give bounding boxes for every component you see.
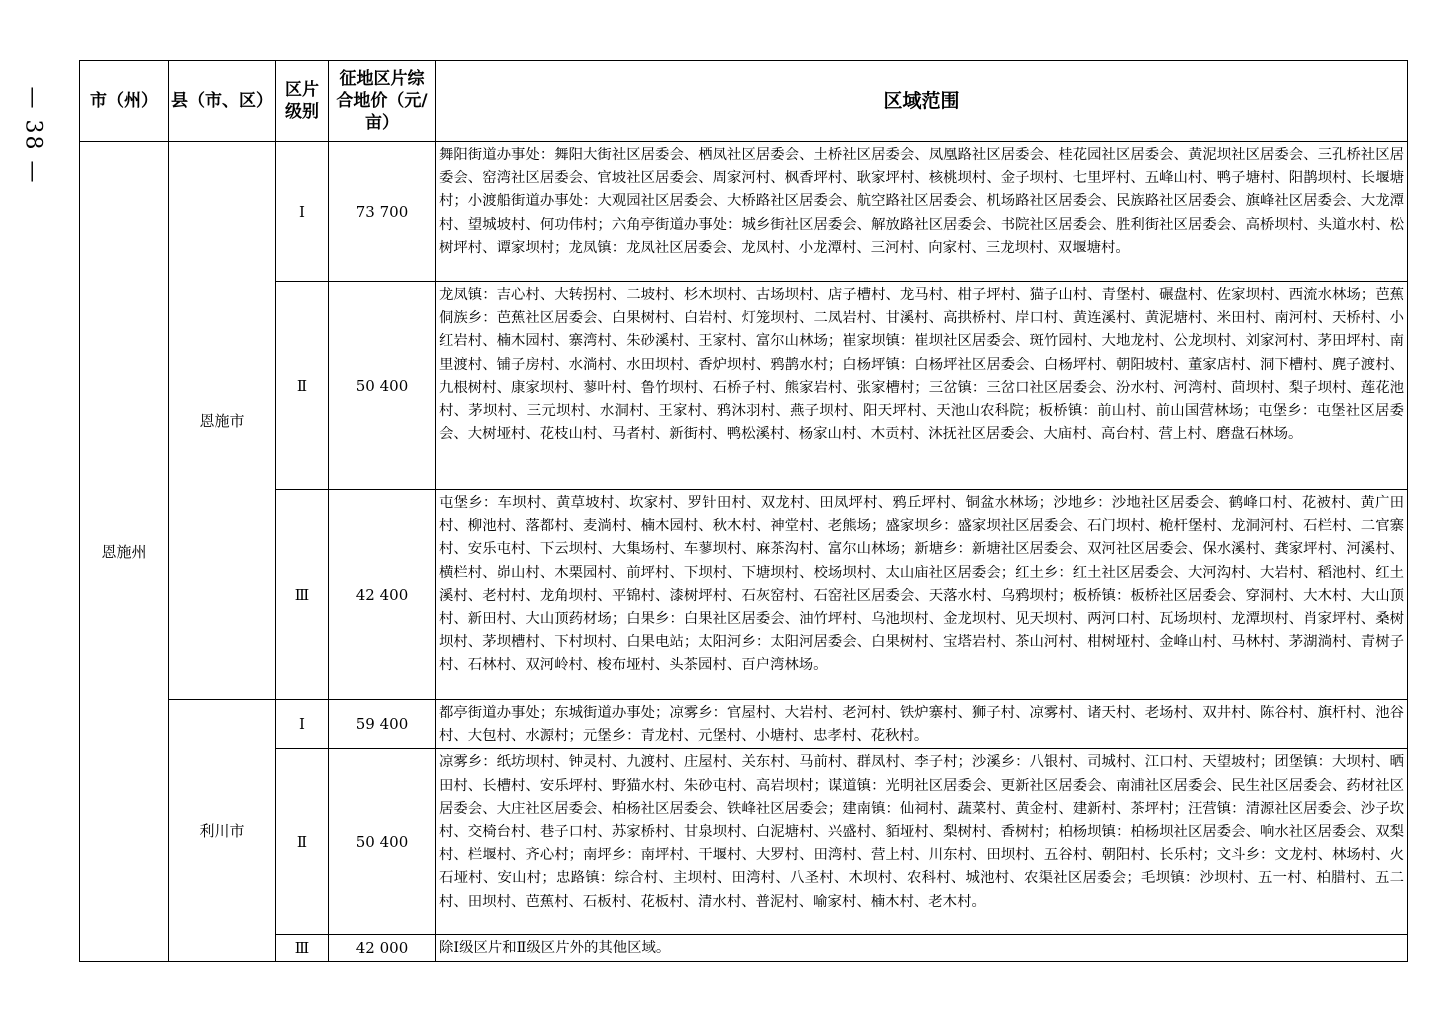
price-cell: 50 400 (329, 749, 436, 935)
land-price-table (79, 60, 1408, 962)
table-row (80, 142, 1408, 282)
scope-cell: 屯堡乡：车坝村、黄草坡村、坎家村、罗针田村、双龙村、田凤坪村、鸦丘坪村、铜盆水林场；沙地乡：沙地社区居委会、鹤峰口村、花被村、黄广田村、柳池村、落都村、麦淌村、楠木园村、秋木村、神堂村、老熊场；盛家坝乡：盛家坝社区居委会、石门坝村、桅杆堡村、龙洞河村、石栏村、二官寨村、安乐屯村、下云坝村、大集场村、车蓼坝村、麻茶沟村、富尔山林场；新塘乡：新塘社区居委会、双河社区居委会、保水溪村、龚家坪村、河溪村、横栏村、峁山村、木栗园村、前坪村、下坝村、下塘坝村、校场坝村、太山庙社区居委会；红土乡：红土社区居委会、大河沟村、大岩村、稻池村、红土溪村、老村村、龙角坝村、平锦村、漆树坪村、石灰窑村、石窑社区居委会、天落水村、乌鸦坝村；板桥镇：板桥社区居委会、穿洞村、大木村、大山顶村、新田村、大山顶药材场；白果乡：白果社区居委会、油竹坪村、乌池坝村、金龙坝村、见天坝村、两河口村、瓦场坝村、龙潭坝村、肖家坪村、桑树坝村、茅坝槽村、下村坝村、白果电站；太阳河乡：太阳河居委会、白果树村、宝塔岩村、茶山河村、柑树垭村、金峰山村、马林村、茅湖淌村、青树子村、石林村、双河岭村、梭布垭村、头茶园村、百户湾林场。 (436, 490, 1408, 700)
page-number-text: — 38 — (20, 86, 46, 184)
city-cell: 恩施州 (80, 142, 169, 962)
price-cell: 42 000 (329, 935, 436, 961)
scope-cell: 舞阳街道办事处：舞阳大街社区居委会、栖凤社区居委会、土桥社区居委会、凤凰路社区居委会、桂花园社区居委会、黄泥坝社区居委会、三孔桥社区居委会、窑湾社区居委会、官坡社区居委会、周家河村、枫香坪村、耿家坪村、核桃坝村、金子坝村、七里坪村、五峰山村、鸭子塘村、阳鹊坝村、长堰塘村；小渡船街道办事处：大观园社区居委会、大桥路社区居委会、航空路社区居委会、机场路社区居委会、民族路社区居委会、旗峰社区居委会、大龙潭村、望城坡村、何功伟村；六角亭街道办事处：城乡街社区居委会、解放路社区居委会、书院社区居委会、胜利街社区居委会、高桥坝村、头道水村、松树坪村、谭家坝村；龙凤镇：龙凤社区居委会、龙凤村、小龙潭村、三河村、向家村、三龙坝村、双堰塘村。 (436, 142, 1408, 282)
table-row (80, 935, 1408, 961)
scope-cell: 龙凤镇：吉心村、大转拐村、二坡村、杉木坝村、古场坝村、店子槽村、龙马村、柑子坪村、猫子山村、青堡村、碾盘村、佐家坝村、西流水林场；芭蕉侗族乡：芭蕉社区居委会、白果树村、白岩村、灯笼坝村、二凤岩村、甘溪村、高拱桥村、岸口村、黄连溪村、黄泥塘村、米田村、南河村、天桥村、小红岩村、楠木园村、寨湾村、朱砂溪村、王家村、富尔山林场；崔家坝镇：崔坝社区居委会、斑竹园村、大地龙村、公龙坝村、刘家河村、茅田坪村、南里渡村、铺子房村、水淌村、水田坝村、香炉坝村、鸦鹊水村；白杨坪镇：白杨坪社区居委会、白杨坪村、朝阳坡村、董家店村、洞下槽村、麂子渡村、九根树村、康家坝村、蓼叶村、鲁竹坝村、石桥子村、熊家岩村、张家槽村；三岔镇：三岔口社区居委会、汾水村、河湾村、茴坝村、梨子坝村、莲花池村、茅坝村、三元坝村、水洞村、王家村、鸦沐羽村、燕子坝村、阳天坪村、天池山农科院；板桥镇：前山村、前山国营林场；屯堡乡：屯堡社区居委会、大树垭村、花枝山村、马者村、新街村、鸭松溪村、杨家山村、木贡村、沐抚社区居委会、大庙村、高台村、营上村、磨盘石林场。 (436, 282, 1408, 490)
header-county: 县（市、区） (169, 61, 276, 142)
table-row (80, 282, 1408, 490)
header-level: 区片级别 (276, 61, 329, 142)
level-cell: Ⅲ (276, 490, 329, 700)
level-cell: Ⅰ (276, 700, 329, 749)
price-cell: 73 700 (329, 142, 436, 282)
table-row (80, 490, 1408, 700)
county-cell: 恩施市 (169, 142, 276, 700)
header-price: 征地区片综合地价（元/亩） (329, 61, 436, 142)
scope-cell: 凉雾乡：纸坊坝村、钟灵村、九渡村、庄屋村、关东村、马前村、群凤村、李子村；沙溪乡：八银村、司城村、江口村、天望坡村；团堡镇：大坝村、晒田村、长槽村、安乐坪村、野猫水村、朱砂屯村、高岩坝村；谋道镇：光明社区居委会、更新社区居委会、南浦社区居委会、民生社区居委会、药材社区居委会、大庄社区居委会、柏杨社区居委会、铁峰社区居委会；建南镇：仙祠村、蔬菜村、黄金村、建新村、茶坪村；汪营镇：清源社区居委会、沙子坎村、交椅台村、巷子口村、苏家桥村、甘泉坝村、白泥塘村、兴盛村、貊垭村、梨树村、香树村；柏杨坝镇：柏杨坝社区居委会、响水社区居委会、双梨村、栏堰村、齐心村；南坪乡：南坪村、干堰村、大罗村、田湾村、营上村、川东村、田坝村、五谷村、朝阳村、长乐村；文斗乡：文龙村、林场村、火石垭村、安山村；忠路镇：综合村、主坝村、田湾村、八圣村、木坝村、农科村、城池村、农渠社区居委会；毛坝镇：沙坝村、五一村、柏腊村、五二村、田坝村、芭蕉村、石板村、花板村、清水村、普泥村、喻家村、楠木村、老木村。 (436, 749, 1408, 935)
county-cell: 利川市 (169, 700, 276, 962)
header-row (80, 61, 1408, 142)
page-number (18, 60, 48, 210)
header-scope: 区域范围 (436, 61, 1408, 142)
header-city: 市（州） (80, 61, 169, 142)
table-row (80, 700, 1408, 749)
price-cell: 42 400 (329, 490, 436, 700)
scope-cell: 都亭街道办事处；东城街道办事处；凉雾乡：官屋村、大岩村、老河村、铁炉寨村、狮子村、凉雾村、诸天村、老场村、双井村、陈谷村、旗杆村、池谷村、大包村、水源村；元堡乡：青龙村、元堡村、小塘村、忠孝村、花秋村。 (436, 700, 1408, 749)
table-row (80, 749, 1408, 935)
scope-cell: 除Ⅰ级区片和Ⅱ级区片外的其他区域。 (436, 935, 1408, 961)
price-cell: 50 400 (329, 282, 436, 490)
level-cell: Ⅰ (276, 142, 329, 282)
level-cell: Ⅲ (276, 935, 329, 961)
level-cell: Ⅱ (276, 282, 329, 490)
level-cell: Ⅱ (276, 749, 329, 935)
price-cell: 59 400 (329, 700, 436, 749)
